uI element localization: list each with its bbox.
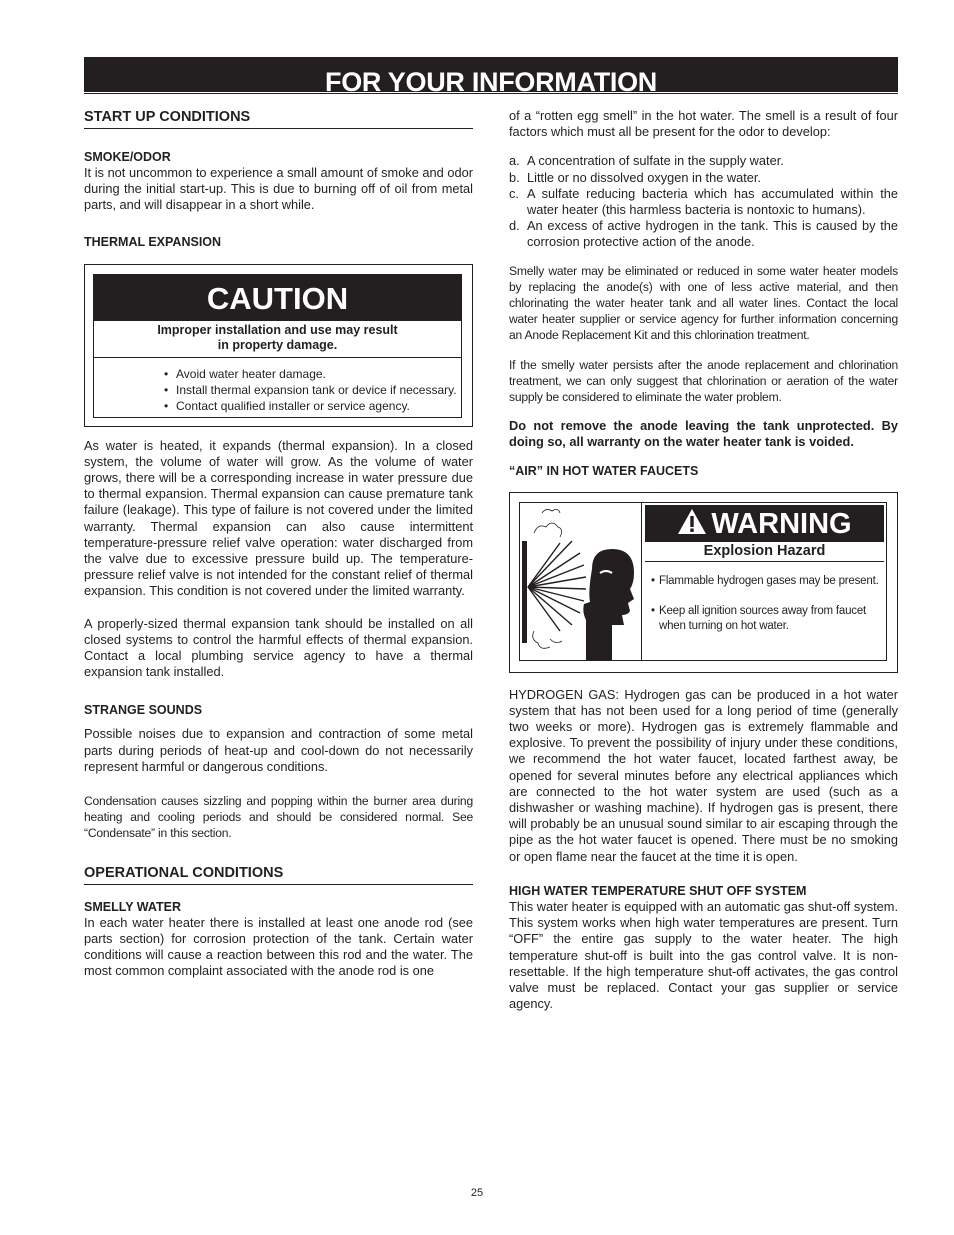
odor-factor-item: b. Little or no dissolved oxygen in the water. — [509, 169, 762, 185]
thermal-expansion-paragraph-1: As water is heated, it expands (thermal expansion). In a closed system, the volume of water will grow. As the volume of water grows, there will be a corresponding increase in water pressure due to thermal expansion. Thermal expansion can cause premature tank failure (leakage). This type of failure is not covered under the limited warranty. Thermal expansion can also cause intermittent temperature-pressure relief valve operation: water discharged from the valve due to excessive pressure build up. The temperature-pressure relief valve is not intended for the constant relief of thermal expansion. This condition is not covered under the limited warranty. — [84, 437, 473, 599]
smelly-water-heading: SMELLY WATER — [84, 899, 182, 914]
smelly-water-continued: of a “rotten egg smell” in the hot water. The smell is a result of four factors which must all be present for the odor to develop: — [509, 108, 898, 140]
anode-warning-text: Do not remove the anode leaving the tank unprotected. By doing so, all warranty on the water heater tank is voided. — [509, 418, 898, 450]
caution-panel — [93, 274, 462, 418]
warning-panel — [519, 502, 887, 661]
air-in-faucets-heading: “AIR” IN HOT WATER FAUCETS — [509, 463, 699, 478]
startup-conditions-heading: START UP CONDITIONS — [84, 108, 473, 129]
page-number: 25 — [470, 1187, 484, 1199]
warning-list — [643, 562, 886, 634]
warning-item: • Keep all ignition sources away from faucet when turning on hot water. — [651, 604, 886, 634]
page-banner — [84, 57, 898, 92]
odor-factor-item: d. An excess of active hydrogen in the tank. This is caused by the corrosion protective action of the anode. — [509, 218, 898, 250]
thermal-expansion-heading: THERMAL EXPANSION — [84, 234, 222, 249]
odor-factors-list — [509, 153, 898, 250]
thermal-expansion-paragraph-2: A properly-sized thermal expansion tank should be installed on all closed systems to control the harmful effects of thermal expansion. Contact a local plumbing service agency to have a thermal expansion tank installed. — [84, 615, 473, 680]
warning-subtitle: Explosion Hazard — [645, 542, 884, 562]
caution-item: • Contact qualified installer or service agency. — [164, 398, 461, 414]
warning-item: • Flammable hydrogen gases may be present. — [651, 574, 886, 589]
explosion-hazard-pictogram — [520, 503, 642, 660]
smelly-water-paragraph-2: Smelly water may be eliminated or reduced in some water heater models by replacing the anode(s) with one of less active material, and then chlorinating the water heater tank and all water lines. Contact the local water heater supplier or service agency for further information concerning an Anode Replacement Kit and this chlorination treatment. — [509, 263, 898, 343]
high-temp-shutoff-paragraph: This water heater is equipped with an automatic gas shut-off system. This system works when high water temperatures are present. Turn “OFF” the entire gas supply to the water heater. The high temperature shut-off is built into the gas control valve. It is non-resettable. If the high temperature shut-off activates, the gas control valve must be replaced. Contact your gas supplier or service agency. — [509, 898, 898, 1012]
caution-title: CAUTION — [94, 275, 461, 321]
warning-content — [643, 503, 886, 660]
caution-item: • Install thermal expansion tank or device if necessary. — [164, 382, 461, 398]
banner-title: FOR YOUR INFORMATION — [325, 67, 657, 92]
smoke-odor-heading: SMOKE/ODOR — [84, 150, 171, 164]
warning-box — [509, 492, 898, 673]
caution-list — [94, 358, 461, 414]
right-column — [509, 108, 898, 1012]
strange-sounds-paragraph-1: Possible noises due to expansion and contraction of some metal parts during periods of heat-up and cool-down do not necessarily represent harmful or dangerous conditions. — [84, 726, 473, 774]
odor-factor-item: c. A sulfate reducing bacteria which has accumulated within the water heater (this harmless bacteria is nontoxic to humans). — [509, 185, 898, 218]
caution-box — [84, 264, 473, 427]
odor-factor-item: a. A concentration of sulfate in the supply water. — [509, 153, 784, 169]
smoke-odor-text: It is not uncommon to experience a small amount of smoke and odor during the initial start-up. This is due to burning off of oil from metal parts, and will disappear in a short while. — [84, 165, 473, 213]
caution-subtitle: Improper installation and use may result in property damage. — [94, 321, 461, 358]
warning-title: WARNING — [711, 507, 852, 540]
strange-sounds-heading: STRANGE SOUNDS — [84, 703, 203, 718]
smelly-water-paragraph-3: If the smelly water persists after the anode replacement and chlorination treatment, we can only suggest that chlorination or aeration of the water supply be considered to eliminate the water problem. — [509, 357, 898, 405]
left-column — [84, 108, 473, 979]
hydrogen-gas-paragraph: HYDROGEN GAS: Hydrogen gas can be produced in a hot water system that has not been used for a long period of time (generally two weeks or more). Hydrogen gas is extremely flammable and explosive. To prevent the possibility of injury under these conditions, we recommend the hot water faucet, located farthest away, be opened for several minutes before any electrical appliances which are connected to the hot water system are used (such as a dishwasher or washing machine). If hydrogen gas is present, there will probably be an unusual sound similar to air escaping through the pipe as the hot water faucet is opened. There must be no smoking or open flame near the faucet at the time it is open. — [509, 686, 898, 864]
operational-conditions-heading: OPERATIONAL CONDITIONS — [84, 864, 473, 885]
caution-item: • Avoid water heater damage. — [164, 366, 461, 382]
explosion-face-icon — [520, 503, 641, 660]
warning-title-bar — [645, 505, 884, 542]
warning-triangle-icon — [677, 507, 707, 545]
banner-rule — [84, 93, 898, 94]
smelly-water-paragraph-1: In each water heater there is installed at least one anode rod (see parts section) for corrosion protection of the tank. Certain water conditions will cause a reaction between this rod and the water. The most common complaint associated with the anode rod is one — [84, 914, 473, 979]
high-temp-shutoff-heading: HIGH WATER TEMPERATURE SHUT OFF SYSTEM — [509, 883, 807, 898]
strange-sounds-paragraph-2: Condensation causes sizzling and popping within the burner area during heating and cooling periods and should be considered normal. See “Condensate” in this section. — [84, 794, 473, 841]
